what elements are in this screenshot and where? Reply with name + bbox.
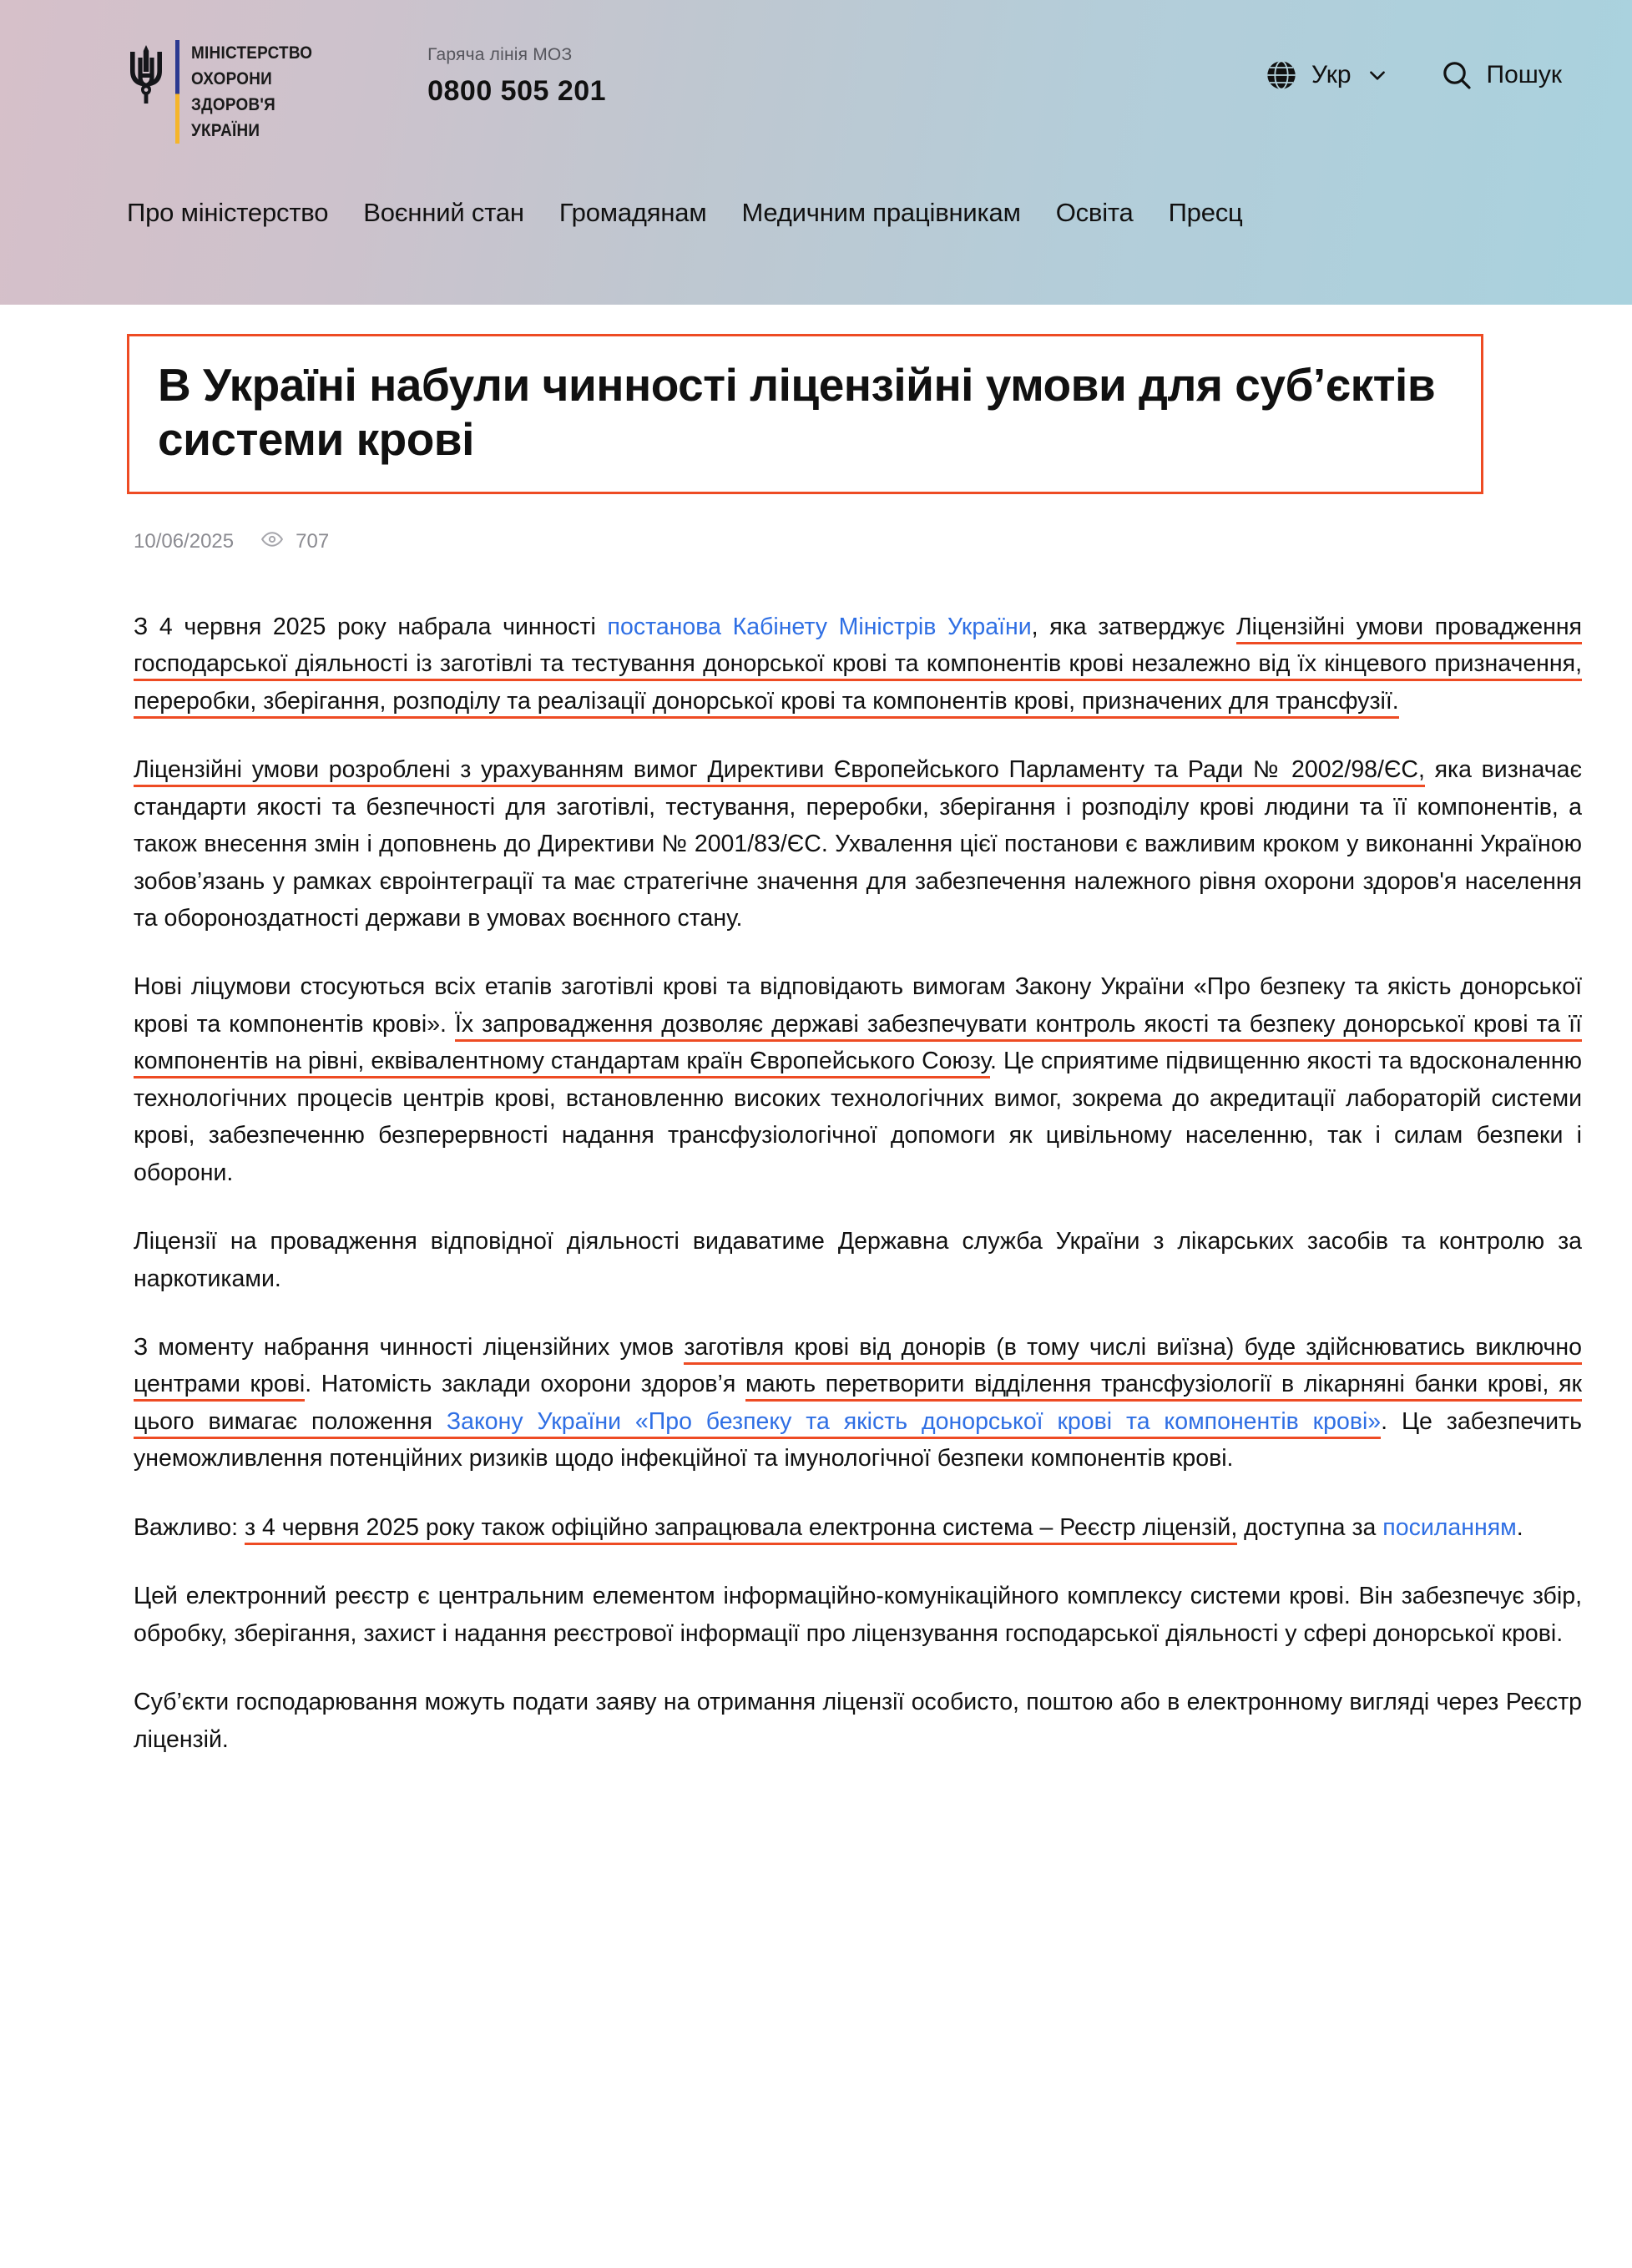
- nav-item-medical-workers[interactable]: Медичним працівникам: [741, 198, 1021, 227]
- hotline-number[interactable]: 0800 505 201: [427, 75, 607, 107]
- paragraph-3: [134, 968, 1582, 1191]
- tryzub-icon: [127, 43, 165, 105]
- p6-text-a: Важливо:: [134, 1513, 245, 1541]
- p2-highlight: Ліцензійні умови розроблені з урахуванням вимог Директиви Європейського Парламенту та Ради № 2002/98/ЄС,: [134, 756, 1425, 787]
- link-registry[interactable]: посиланням: [1382, 1513, 1517, 1541]
- logo-line-2: ОХОРОНИ: [191, 68, 273, 88]
- page-title: В Україні набули чинності ліцензійні умови для суб’єктів системи крові: [158, 359, 1436, 465]
- p1-text-a: З 4 червня 2025 року набрала чинності: [134, 613, 608, 640]
- nav-item-martial-law[interactable]: Воєнний стан: [363, 198, 524, 227]
- p5-text-c: . Це забезпечить унеможливлення потенційних ризиків щодо інфекційної та імунологічної безпеки компонентів крові.: [134, 1407, 1582, 1472]
- language-switcher[interactable]: [1265, 58, 1388, 92]
- paragraph-1: [134, 609, 1582, 720]
- logo-wordmark: [191, 40, 312, 144]
- paragraph-6: [134, 1509, 1582, 1546]
- p3-text-a: Нові ліцумови стосуються всіх етапів заготівлі крові та відповідають вимогам Закону України «Про безпеку та якість донорської крові та компонентів крові».: [134, 973, 1582, 1038]
- header-top-bar: [0, 0, 1632, 175]
- eye-icon: [260, 528, 284, 557]
- p3-highlight: Їх запровадження дозволяє державі забезпечувати контроль якості та безпеку донорської крові та її компонентів на рівні, еквівалентному стандартам країн Європейського Союзу: [134, 1011, 1582, 1078]
- logo-line-3: ЗДОРОВ'Я: [191, 94, 276, 114]
- nav-item-about[interactable]: Про міністерство: [127, 198, 329, 227]
- p5-highlight-2: мають перетворити відділення трансфузіології в лікарняні банки крові, як цього вимагає положення: [134, 1371, 1582, 1438]
- logo-line-4: УКРАЇНИ: [191, 120, 260, 140]
- header-actions: [1265, 58, 1582, 92]
- article-body: [134, 609, 1582, 1758]
- p5-text-b: . Натомість заклади охорони здоров’я: [305, 1371, 745, 1398]
- p6-text-c: .: [1516, 1513, 1523, 1541]
- publish-date: 10/06/2025: [134, 530, 235, 553]
- article-title-box: [127, 334, 1483, 494]
- hotline-label: Гаряча лінія МОЗ: [427, 45, 573, 64]
- chevron-down-icon: [1367, 64, 1388, 86]
- p1-highlight: Ліцензійні умови провадження господарської діяльності із заготівлі та тестування донорської крові та компонентів крові незалежно від їх кінцевого призначення, переробки, зберігання, розподілу та реалізації донорської крові та компонентів крові, призначених для трансфузії.: [134, 614, 1582, 719]
- paragraph-8: Суб’єкти господарювання можуть подати заяву на отримання ліцензії особисто, поштою або в електронному вигляді через Реєстр ліцензій.: [134, 1689, 1582, 1753]
- search-button[interactable]: [1440, 58, 1562, 92]
- p1-text-b: , яка затверджує: [1031, 613, 1236, 640]
- link-cabinet-resolution[interactable]: постанова Кабінету Міністрів України: [607, 613, 1032, 640]
- p2-text: яка визначає стандарти якості та безпечності для заготівлі, тестування, переробки, зберігання і розподілу крові людини та її компонентів, а також внесення змін і доповнень до Директиви № 2001/83/ЄС. Ухвалення цієї постанови є важливим кроком у виконанні Україною зобов’язань у рамках євроінтеграції та має стратегічне значення для забезпечення належного рівня охорони здоров'я населення та обороноздатності держави в умовах воєнного стану.: [134, 756, 1582, 932]
- site-logo[interactable]: [127, 40, 329, 144]
- logo-divider-bar: [175, 40, 179, 144]
- nav-item-citizens[interactable]: Громадянам: [558, 198, 707, 227]
- views-counter: [260, 528, 329, 557]
- paragraph-4: Ліцензії на провадження відповідної діяльності видаватиме Державна служба України з лікарських засобів та контролю за наркотиками.: [134, 1228, 1582, 1292]
- paragraph-5: [134, 1329, 1582, 1477]
- search-icon: [1440, 58, 1473, 92]
- p3-text-b: . Це сприятиме підвищенню якості та вдосконаленню технологічних процесів центрів крові, встановленню високих технологічних вимог, зокрема до акредитації лабораторій системи крові, забезпеченню безперервності надання трансфузіологічної допомоги як цивільному населенню, так і силам безпеки і оборони.: [134, 1048, 1582, 1186]
- p6-text-b: доступна за: [1237, 1513, 1383, 1541]
- link-law-blood-safety[interactable]: Закону України «Про безпеку та якість донорської крові та компонентів крові»: [447, 1408, 1381, 1439]
- p5-text-a: З моменту набрання чинності ліцензійних умов: [134, 1334, 685, 1361]
- site-header: [0, 0, 1632, 305]
- p6-highlight: з 4 червня 2025 року також офіційно запрацювала електронна система – Реєстр ліцензій,: [245, 1514, 1237, 1545]
- p5-highlight-1: заготівля крові від донорів (в тому числі виїзна) буде здійснюватись виключно центрами крові: [134, 1334, 1582, 1402]
- paragraph-7: Цей електронний реєстр є центральним елементом інформаційно-комунікаційного комплексу системи крові. Він забезпечує збір, обробку, зберігання, захист і надання реєстрової інформації про ліцензування господарської діяльності у сфері донорської крові.: [134, 1583, 1582, 1647]
- views-count: 707: [296, 530, 330, 553]
- article-container: [0, 334, 1632, 1808]
- nav-item-education[interactable]: Освіта: [1055, 198, 1134, 227]
- logo-line-1: МІНІСТЕРСТВО: [191, 43, 313, 63]
- language-label: Укр: [1311, 61, 1352, 88]
- globe-icon: [1265, 58, 1298, 92]
- nav-item-press-center[interactable]: Пресц: [1168, 198, 1243, 227]
- article-meta: [134, 528, 1505, 557]
- paragraph-2: [134, 751, 1582, 937]
- main-navigation: [0, 175, 1632, 250]
- hotline-block: [427, 45, 606, 108]
- search-label: Пошук: [1486, 61, 1562, 88]
